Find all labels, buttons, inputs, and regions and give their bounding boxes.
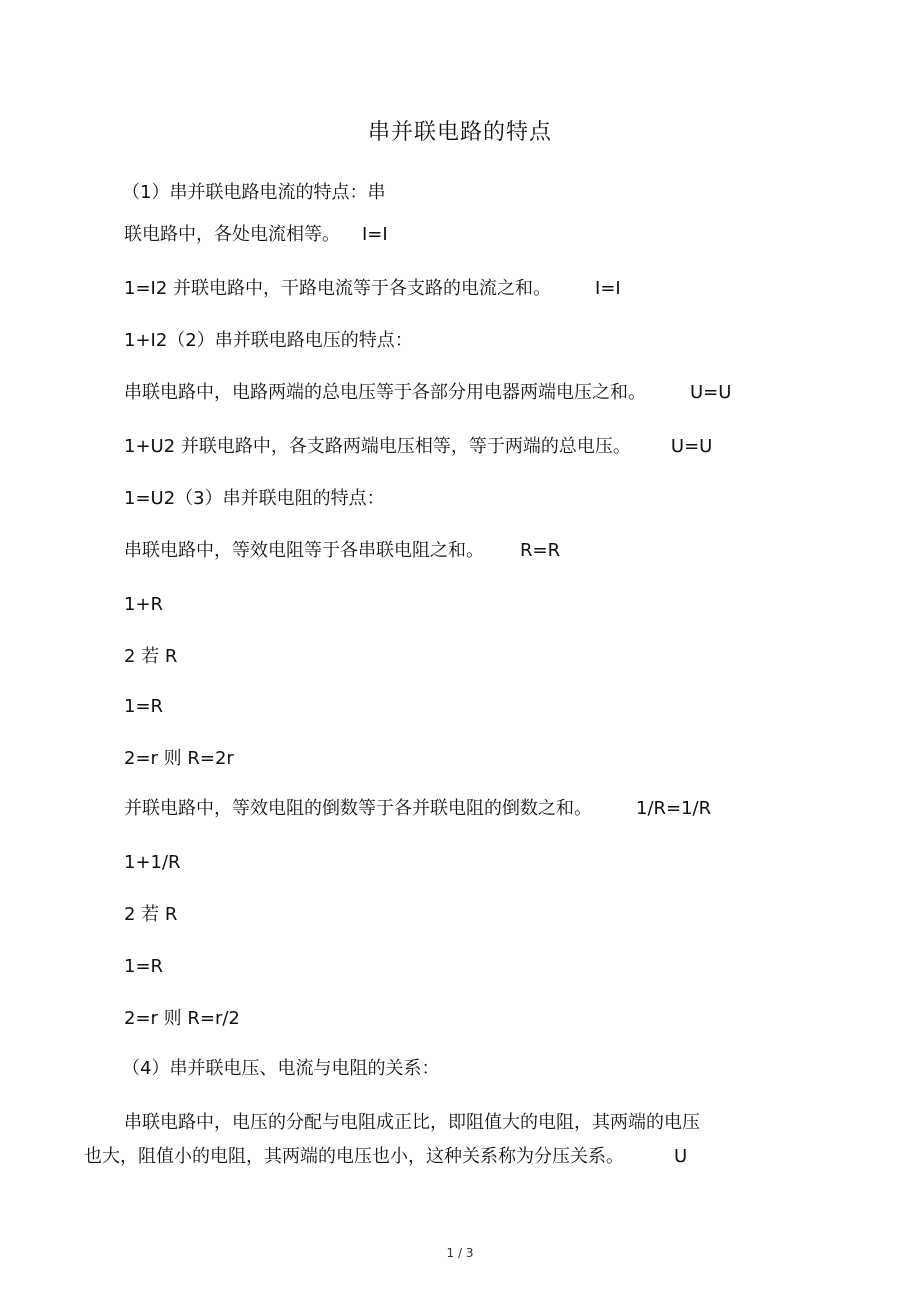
paragraph-line <box>124 380 731 406</box>
formula-line: 1+1/R <box>124 852 181 873</box>
paragraph-line <box>124 434 712 460</box>
formula-line: 2 若 R <box>124 646 178 667</box>
line-text: 联电路中，各处电流相等。 <box>124 224 340 245</box>
formula-line: 2=r 则 R=r/2 <box>124 1008 240 1029</box>
formula-fragment: U=U <box>690 382 732 403</box>
line-text: 并联电路中，等效电阻的倒数等于各并联电阻的倒数之和。 <box>124 798 592 819</box>
formula-fragment: U <box>674 1146 688 1167</box>
formula-line: 2=r 则 R=2r <box>124 748 234 769</box>
page-title: 串并联电路的特点 <box>367 120 552 145</box>
line-text: 串联电路中，等效电阻等于各串联电阻之和。 <box>124 540 484 561</box>
line-text: 1+U2 并联电路中，各支路两端电压相等，等于两端的总电压。 <box>124 436 631 457</box>
formula-fragment: U=U <box>670 436 713 457</box>
formula-line: 1=R <box>124 956 164 977</box>
formula-fragment: I=I <box>362 224 388 245</box>
section-3-heading: 1=U2（3）串并联电阻的特点： <box>124 488 385 509</box>
page-indicator: 1 / 3 <box>446 1246 474 1260</box>
formula-line: 2 若 R <box>124 904 178 925</box>
paragraph-line <box>124 276 621 302</box>
section-2-heading: 1+I2（2）串并联电路电压的特点： <box>124 330 413 351</box>
paragraph-line <box>124 222 388 248</box>
formula-fragment: R=R <box>520 540 561 561</box>
line-text: 也大，阻值小的电阻，其两端的电压也小，这种关系称为分压关系。 <box>84 1146 624 1167</box>
formula-line: 1=R <box>124 696 164 717</box>
paragraph-line <box>124 796 711 822</box>
line-text: 串联电路中，电路两端的总电压等于各部分用电器两端电压之和。 <box>124 382 646 403</box>
formula-fragment: I=I <box>595 278 621 299</box>
line-text: 1=I2 并联电路中，干路电流等于各支路的电流之和。 <box>124 278 552 299</box>
paragraph-line <box>124 538 560 564</box>
paragraph-line <box>84 1144 687 1170</box>
formula-line: 1+R <box>124 594 164 615</box>
section-4-heading: （4）串并联电压、电流与电阻的关系： <box>122 1058 440 1079</box>
formula-fragment: 1/R=1/R <box>636 798 712 819</box>
section-1-heading: （1）串并联电路电流的特点：串 <box>122 182 386 203</box>
paragraph-line: 串联电路中，电压的分配与电阻成正比，即阻值大的电阻，其两端的电压 <box>124 1112 700 1133</box>
